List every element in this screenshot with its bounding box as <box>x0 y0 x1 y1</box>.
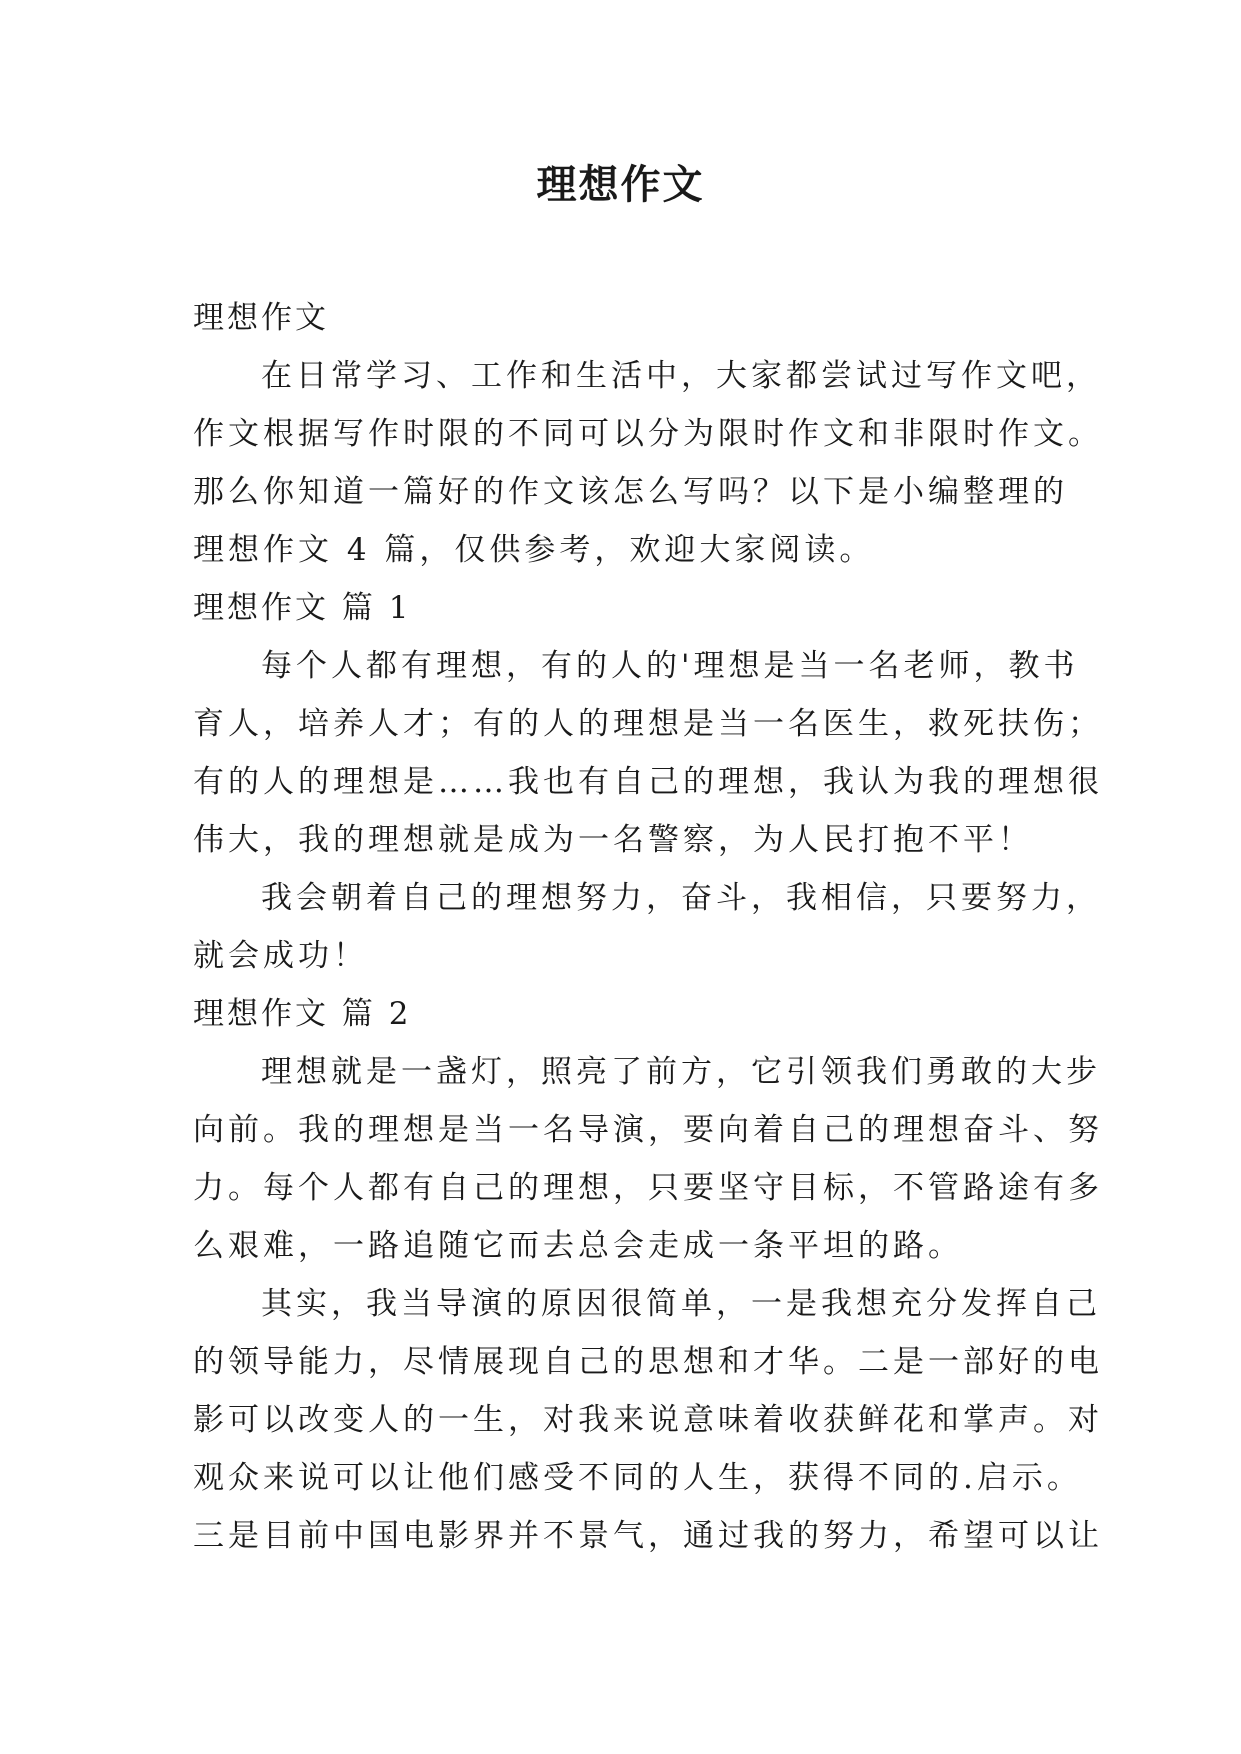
paragraph-line: 理想作文 4 篇，仅供参考，欢迎大家阅读。 <box>193 532 875 568</box>
section-heading: 理想作文 篇 1 <box>193 590 412 626</box>
paragraph-line: 育人，培养人才；有的人的理想是当一名医生，救死扶伤； <box>193 706 1103 742</box>
paragraph-line: 三是目前中国电影界并不景气，通过我的努力，希望可以让 <box>193 1518 1103 1554</box>
paragraph-line: 每个人都有理想，有的人的'理想是当一名老师，教书 <box>261 648 1079 684</box>
paragraph-line: 向前。我的理想是当一名导演，要向着自己的理想奋斗、努 <box>193 1112 1103 1148</box>
paragraph-line: 有的人的理想是……我也有自己的理想，我认为我的理想很 <box>193 764 1103 800</box>
paragraph-line: 在日常学习、工作和生活中，大家都尝试过写作文吧， <box>261 358 1101 394</box>
document-title: 理想作文 <box>536 162 705 208</box>
paragraph-line: 的领导能力，尽情展现自己的思想和才华。二是一部好的电 <box>193 1344 1103 1380</box>
paragraph-line: 影可以改变人的一生，对我来说意味着收获鲜花和掌声。对 <box>193 1402 1103 1438</box>
document-body <box>193 289 1103 1565</box>
paragraph-line: 我会朝着自己的理想努力，奋斗，我相信，只要努力， <box>261 880 1101 916</box>
paragraph-line: 观众来说可以让他们感受不同的人生，获得不同的.启示。 <box>193 1460 1082 1496</box>
paragraph-line: 力。每个人都有自己的理想，只要坚守目标，不管路途有多 <box>193 1170 1103 1206</box>
paragraph-line: 就会成功！ <box>193 938 368 974</box>
section-heading: 理想作文 <box>193 300 329 336</box>
paragraph-line: 理想就是一盏灯，照亮了前方，它引领我们勇敢的大步 <box>261 1054 1101 1090</box>
paragraph-line: 作文根据写作时限的不同可以分为限时作文和非限时作文。 <box>193 416 1103 452</box>
paragraph-line: 伟大，我的理想就是成为一名警察，为人民打抱不平！ <box>193 822 1033 858</box>
section-heading: 理想作文 篇 2 <box>193 996 412 1032</box>
paragraph-line: 么艰难，一路追随它而去总会走成一条平坦的路。 <box>193 1228 963 1264</box>
paragraph-line: 其实，我当导演的原因很简单，一是我想充分发挥自己 <box>261 1286 1101 1322</box>
paragraph-line: 那么你知道一篇好的作文该怎么写吗？以下是小编整理的 <box>193 474 1068 510</box>
